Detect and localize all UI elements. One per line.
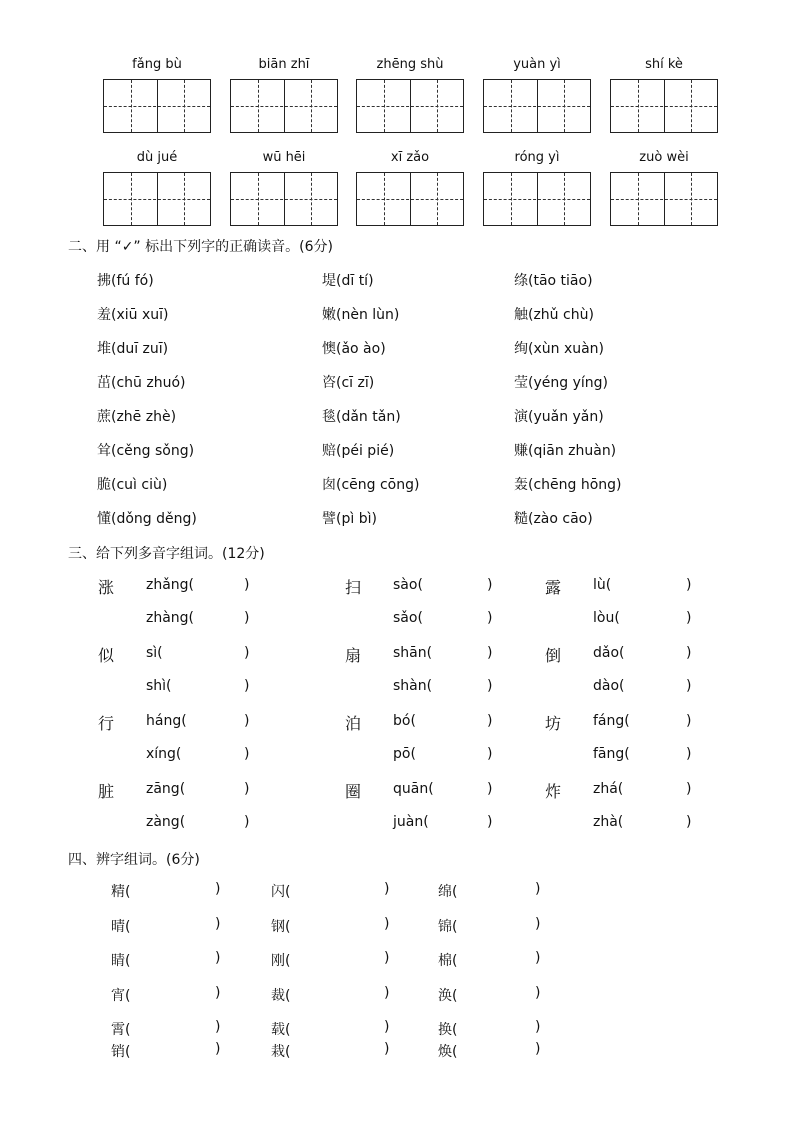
reading-blank: shàn( (393, 678, 433, 694)
pronunciation-item: 轰(chēng hōng) (514, 477, 622, 493)
close-paren: ) (686, 610, 692, 626)
word-blank: 刚( (271, 953, 291, 969)
close-paren: ) (215, 916, 221, 932)
pronunciation-item: 茁(chū zhuó) (97, 375, 186, 391)
polyphone-char: 露 (545, 578, 562, 597)
polyphone-char: 倒 (545, 646, 562, 665)
close-paren: ) (215, 985, 221, 1001)
pronunciation-item: 蔗(zhē zhè) (97, 409, 177, 425)
writing-grid (230, 79, 338, 133)
pronunciation-item: 嫩(nèn lùn) (322, 307, 400, 323)
reading-blank: dào( (593, 678, 625, 694)
close-paren: ) (487, 610, 493, 626)
word-blank: 棉( (438, 953, 458, 969)
pronunciation-item: 懂(dǒng děng) (97, 511, 197, 527)
writing-grid (610, 172, 718, 226)
close-paren: ) (487, 814, 493, 830)
word-blank: 换( (438, 1022, 458, 1038)
section4-heading: 四、辨字组词。(6分) (68, 852, 200, 868)
word-blank: 睛( (111, 953, 131, 969)
close-paren: ) (487, 678, 493, 694)
pronunciation-item: 堆(duī zuī) (97, 341, 169, 357)
pronunciation-item: 拂(fú fó) (97, 273, 154, 289)
reading-blank: juàn( (393, 814, 429, 830)
pinyin-label: wū hēi (262, 150, 306, 165)
pronunciation-item: 赔(péi pié) (322, 443, 395, 459)
pinyin-label: dù jué (136, 150, 178, 165)
reading-blank: zhà( (593, 814, 624, 830)
close-paren: ) (686, 645, 692, 661)
close-paren: ) (215, 881, 221, 897)
close-paren: ) (535, 1019, 541, 1035)
pronunciation-item: 触(zhǔ chù) (514, 307, 594, 323)
close-paren: ) (535, 1041, 541, 1057)
pronunciation-item: 囱(cēng cōng) (322, 477, 420, 493)
polyphone-char: 脏 (98, 782, 115, 801)
reading-blank: shì( (146, 678, 172, 694)
close-paren: ) (535, 916, 541, 932)
word-blank: 涣( (438, 988, 458, 1004)
pinyin-label: zuò wèi (639, 150, 689, 165)
pronunciation-item: 堤(dī tí) (322, 273, 374, 289)
word-blank: 载( (271, 1022, 291, 1038)
reading-blank: sào( (393, 577, 423, 593)
close-paren: ) (244, 610, 250, 626)
word-blank: 栽( (271, 1044, 291, 1060)
close-paren: ) (535, 950, 541, 966)
reading-blank: zhàng( (146, 610, 195, 626)
section3-heading: 三、给下列多音字组词。(12分) (68, 546, 265, 562)
pinyin-label: xī zǎo (390, 150, 430, 165)
close-paren: ) (384, 985, 390, 1001)
word-blank: 精( (111, 884, 131, 900)
writing-grid (230, 172, 338, 226)
close-paren: ) (384, 1041, 390, 1057)
close-paren: ) (535, 985, 541, 1001)
close-paren: ) (487, 645, 493, 661)
close-paren: ) (384, 1019, 390, 1035)
polyphone-char: 炸 (545, 782, 562, 801)
close-paren: ) (686, 814, 692, 830)
writing-grid (610, 79, 718, 133)
polyphone-char: 扇 (345, 646, 362, 665)
pronunciation-item: 演(yuǎn yǎn) (514, 409, 604, 425)
close-paren: ) (244, 713, 250, 729)
close-paren: ) (384, 950, 390, 966)
close-paren: ) (244, 746, 250, 762)
close-paren: ) (686, 678, 692, 694)
pronunciation-item: 羞(xiū xuī) (97, 307, 169, 323)
pronunciation-item: 脆(cuì ciù) (97, 477, 168, 493)
reading-blank: pō( (393, 746, 416, 762)
polyphone-char: 泊 (345, 714, 362, 733)
pronunciation-item: 耸(cěng sǒng) (97, 443, 195, 459)
close-paren: ) (244, 814, 250, 830)
pinyin-label: shí kè (645, 57, 683, 72)
word-blank: 焕( (438, 1044, 458, 1060)
polyphone-char: 似 (98, 646, 115, 665)
reading-blank: lòu( (593, 610, 620, 626)
pinyin-label: yuàn yì (513, 57, 561, 72)
close-paren: ) (384, 916, 390, 932)
writing-grid (103, 79, 211, 133)
close-paren: ) (686, 781, 692, 797)
reading-blank: lù( (593, 577, 612, 593)
close-paren: ) (686, 577, 692, 593)
reading-blank: zhǎng( (146, 577, 195, 593)
close-paren: ) (215, 1041, 221, 1057)
close-paren: ) (215, 1019, 221, 1035)
word-blank: 钢( (271, 919, 291, 935)
pinyin-label: zhēng shù (376, 57, 444, 72)
polyphone-char: 坊 (545, 714, 562, 733)
pronunciation-item: 譬(pì bì) (322, 511, 377, 527)
pronunciation-item: 咨(cī zī) (322, 375, 375, 391)
reading-blank: dǎo( (593, 645, 625, 661)
word-blank: 锦( (438, 919, 458, 935)
word-blank: 闪( (271, 884, 291, 900)
close-paren: ) (244, 645, 250, 661)
pronunciation-item: 绦(tāo tiāo) (514, 273, 593, 289)
word-blank: 销( (111, 1044, 131, 1060)
close-paren: ) (487, 713, 493, 729)
close-paren: ) (244, 577, 250, 593)
reading-blank: xíng( (146, 746, 182, 762)
pinyin-label: róng yì (514, 150, 560, 165)
writing-grid (356, 172, 464, 226)
pronunciation-item: 赚(qiān zhuàn) (514, 443, 617, 459)
writing-grid (356, 79, 464, 133)
writing-grid (103, 172, 211, 226)
reading-blank: quān( (393, 781, 434, 797)
close-paren: ) (384, 881, 390, 897)
word-blank: 晴( (111, 919, 131, 935)
pronunciation-item: 绚(xùn xuàn) (514, 341, 605, 357)
close-paren: ) (686, 746, 692, 762)
word-blank: 宵( (111, 988, 131, 1004)
writing-grid (483, 79, 591, 133)
word-blank: 霄( (111, 1022, 131, 1038)
pinyin-label: biān zhī (258, 57, 310, 72)
word-blank: 裁( (271, 988, 291, 1004)
section2-heading: 二、用 “✓” 标出下列字的正确读音。(6分) (68, 239, 333, 255)
polyphone-char: 涨 (98, 578, 115, 597)
word-blank: 绵( (438, 884, 458, 900)
reading-blank: zàng( (146, 814, 186, 830)
reading-blank: zhá( (593, 781, 624, 797)
reading-blank: sǎo( (393, 610, 423, 626)
close-paren: ) (244, 678, 250, 694)
pronunciation-item: 毯(dǎn tǎn) (322, 409, 401, 425)
reading-blank: zāng( (146, 781, 186, 797)
close-paren: ) (487, 746, 493, 762)
pronunciation-item: 懊(ǎo ào) (322, 341, 386, 357)
writing-grid (483, 172, 591, 226)
reading-blank: sì( (146, 645, 163, 661)
pronunciation-item: 糙(zào cāo) (514, 511, 593, 527)
close-paren: ) (487, 577, 493, 593)
reading-blank: shān( (393, 645, 433, 661)
reading-blank: fáng( (593, 713, 630, 729)
close-paren: ) (535, 881, 541, 897)
pinyin-label: fǎng bù (132, 57, 182, 72)
close-paren: ) (487, 781, 493, 797)
reading-blank: háng( (146, 713, 187, 729)
polyphone-char: 行 (98, 714, 115, 733)
close-paren: ) (686, 713, 692, 729)
pronunciation-item: 莹(yéng yíng) (514, 375, 608, 391)
close-paren: ) (215, 950, 221, 966)
polyphone-char: 圈 (345, 782, 362, 801)
polyphone-char: 扫 (345, 578, 362, 597)
reading-blank: bó( (393, 713, 416, 729)
close-paren: ) (244, 781, 250, 797)
reading-blank: fāng( (593, 746, 630, 762)
